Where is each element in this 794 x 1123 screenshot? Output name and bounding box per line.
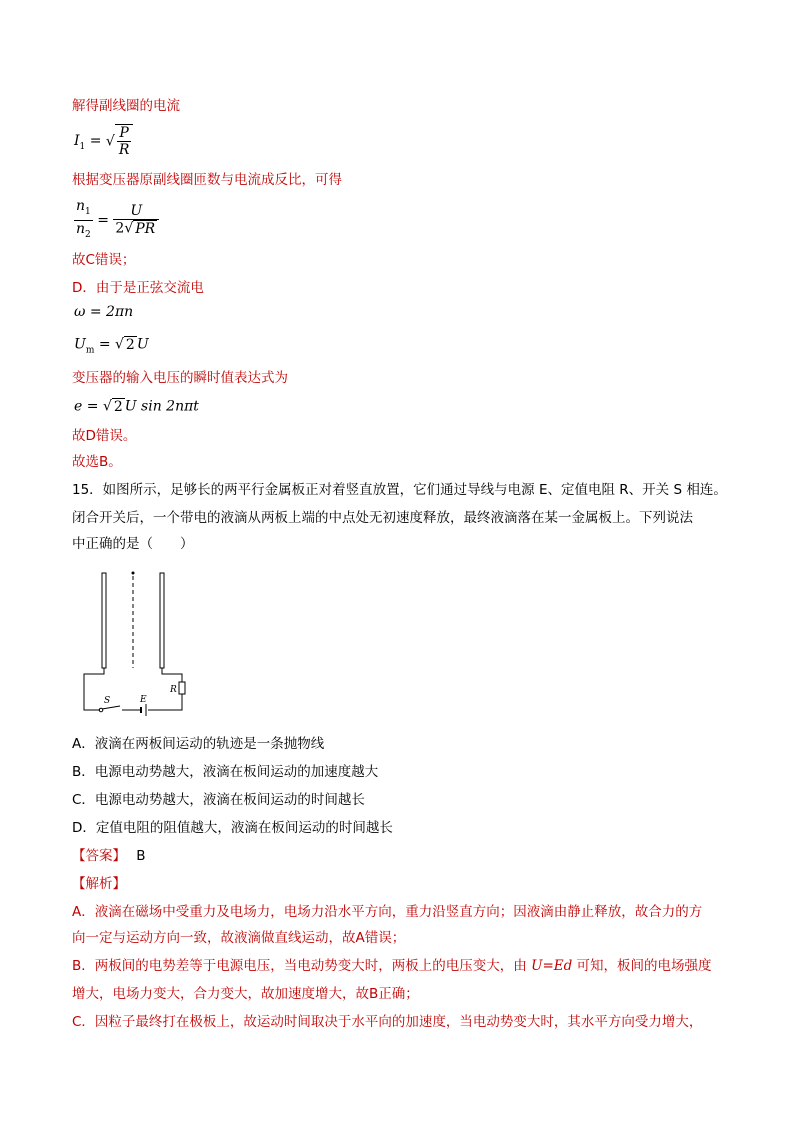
- text-line: 故C错误；: [72, 252, 136, 268]
- analysis-line: 向一定与运动方向一致，故液滴做直线运动，故A错误；: [72, 930, 406, 946]
- circuit-figure: [80, 568, 190, 718]
- answer-line: [72, 846, 146, 866]
- formula-subscript: 2: [85, 229, 91, 240]
- option-c: C．电源电动势越大，液滴在板间运动的时间越长: [72, 792, 365, 808]
- formula-symbol: I: [74, 133, 80, 149]
- question-line: 中正确的是（ ）: [72, 536, 194, 552]
- analysis-line: 增大，电场力变大，合力变大，故加速度增大，故B正确；: [72, 986, 419, 1002]
- sqrt-symbol: √ $\frac{P}{R}$: [106, 124, 133, 158]
- analysis-line: C．因粒子最终打在极板上，故运动时间取决于水平向的加速度，当电动势变大时，其水平方向受力增大，: [72, 1014, 703, 1030]
- formula-radicand: 2: [125, 337, 135, 353]
- analysis-text: B．两板间的电势差等于电源电压，当电动势变大时，两板上的电压变大，由: [72, 958, 532, 974]
- analysis-label: 【解析】: [72, 876, 126, 892]
- formula-numerator: n: [76, 198, 86, 214]
- formula-radicand: 2: [113, 399, 123, 415]
- formula-um: $U_m$ = √ 2 U: [74, 336, 149, 356]
- formula-subscript: 1: [79, 141, 86, 152]
- label-e: E: [140, 695, 147, 705]
- question-line: 15．如图所示，足够长的两平行金属板正对着竖直放置，它们通过导线与电源 E、定值电阻 R、开关 S 相连。: [72, 482, 727, 498]
- text-line: 解得副线圈的电流: [72, 98, 180, 114]
- formula-numerator: U: [130, 203, 143, 220]
- answer-value: B: [136, 848, 146, 864]
- text-line: 故D错误。: [72, 428, 137, 444]
- formula-subscript: m: [85, 345, 95, 356]
- formula-symbol: e: [74, 398, 83, 415]
- formula-numerator: P: [119, 125, 129, 141]
- option-d: D．定值电阻的阻值越大，液滴在板间运动的时间越长: [72, 820, 393, 836]
- question-line: 闭合开关后，一个带电的液滴从两板上端的中点处无初速度释放，最终液滴落在某一金属板上。下列说法: [72, 510, 693, 526]
- answer-label: 【答案】: [72, 848, 126, 864]
- resistor-icon: [179, 682, 185, 694]
- text-line: D．由于是正弦交流电: [72, 280, 204, 296]
- formula-subscript: 1: [85, 206, 91, 217]
- formula-coefficient: 2: [115, 220, 125, 237]
- analysis-line: A．液滴在磁场中受重力及电场力，电场力沿水平方向，重力沿竖直方向；因液滴由静止释放，故合力的方: [72, 904, 703, 920]
- left-plate: [102, 573, 106, 668]
- formula-denominator: n: [76, 220, 86, 237]
- wire-right-top: [162, 668, 182, 682]
- label-r: R: [170, 685, 177, 695]
- formula-radicand: PR: [135, 221, 156, 238]
- formula-denominator: R: [118, 142, 130, 158]
- text-line: 变压器的输入电压的瞬时值表达式为: [72, 370, 288, 386]
- text-line: 根据变压器原副线圈匝数与电流成反比，可得: [72, 172, 342, 188]
- analysis-line: [72, 956, 712, 976]
- formula-tail: U sin 2nπt: [124, 398, 199, 415]
- analysis-text: 可知，板间的电场强度: [572, 958, 712, 974]
- formula-ratio: $\frac{n_1}{n_2}$ = $\frac{U}{2√ PR}$: [74, 198, 159, 243]
- wire-right-bottom: [148, 694, 182, 710]
- label-s: S: [104, 696, 111, 706]
- wire-left: [84, 668, 104, 710]
- formula-ued: U=Ed: [531, 958, 573, 974]
- formula-e: e = √ 2 U sin 2nπt: [74, 398, 199, 415]
- formula-omega: ω = 2πn: [74, 304, 134, 320]
- option-a: A．液滴在两板间运动的轨迹是一条抛物线: [72, 736, 325, 752]
- formula-i1: $I_1$ = √ $\frac{P}{R}$: [74, 124, 133, 158]
- text-line: 故选B。: [72, 454, 122, 470]
- droplet-icon: [132, 572, 135, 575]
- switch-lever-icon: [102, 706, 120, 709]
- right-plate: [160, 573, 164, 668]
- option-b: B．电源电动势越大，液滴在板间运动的加速度越大: [72, 764, 379, 780]
- formula-symbol: U: [74, 336, 86, 353]
- formula-tail: U: [136, 336, 149, 353]
